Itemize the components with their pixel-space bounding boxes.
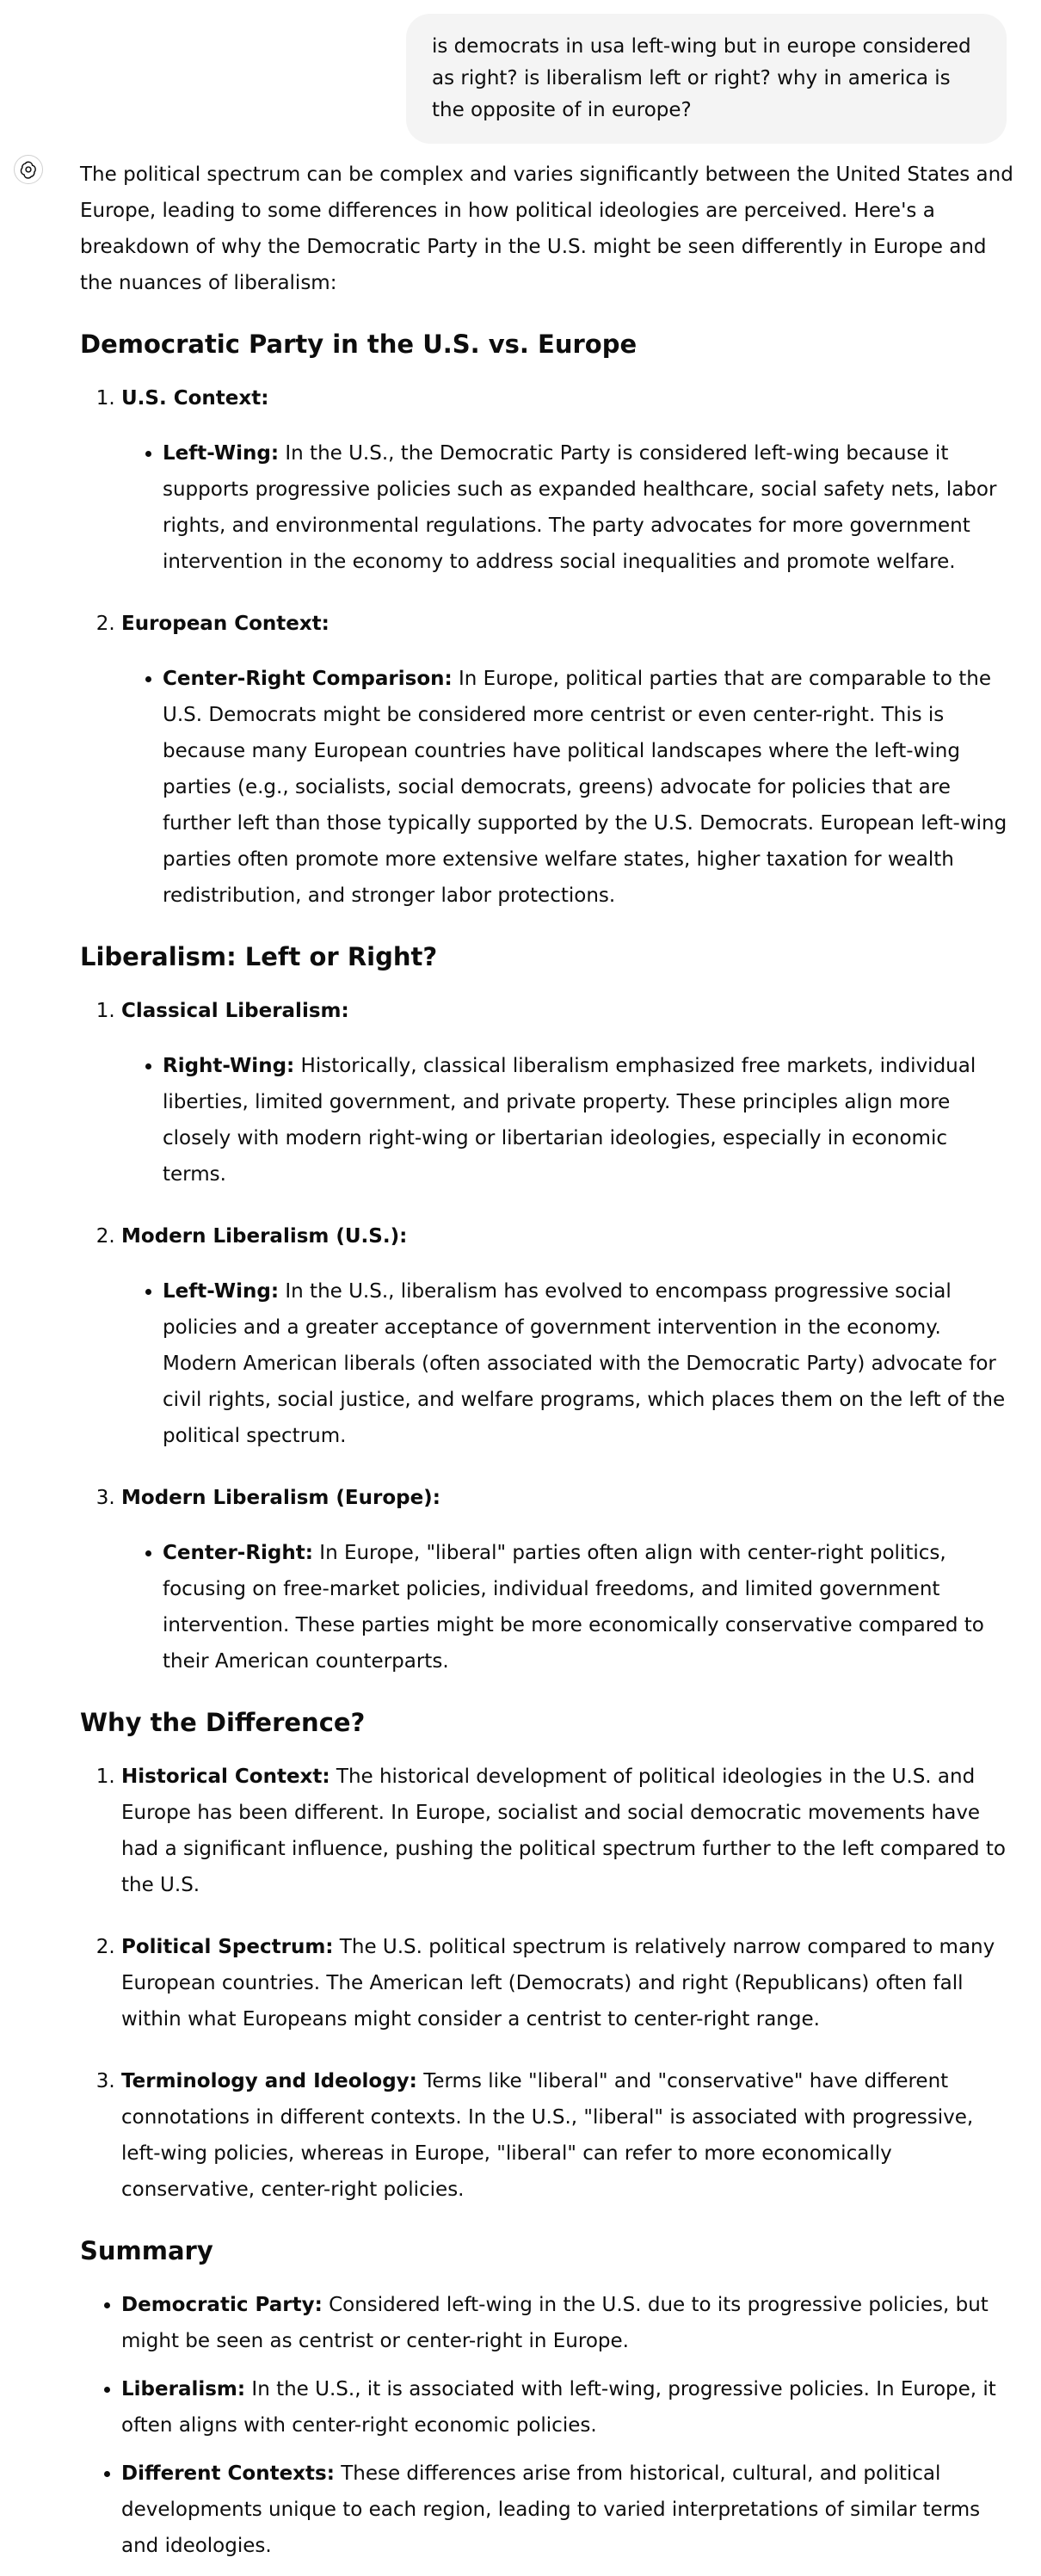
summary-list [80, 2287, 1013, 2564]
sub-list-item [163, 661, 1013, 914]
list-item [121, 1480, 1013, 1679]
item-label: Different Contexts: [121, 2462, 335, 2485]
democratic-party-list [80, 380, 1013, 914]
sub-item-text: In the U.S., liberalism has evolved to encompass progressive social policies and a greater acceptance of government intervention in the economy. Modern American liberals (often associated with the Democratic Party) advocate for civil rights, social justice, and welfare programs, which places them on the left of the political spectrum. [163, 1280, 1006, 1447]
liberalism-list [80, 993, 1013, 1679]
item-title: U.S. Context: [121, 387, 269, 410]
item-label: Political Spectrum: [121, 1936, 334, 1958]
sub-list [121, 435, 1013, 580]
list-item [121, 380, 1013, 580]
assistant-message [80, 157, 1013, 2576]
sub-list [121, 1273, 1013, 1454]
sub-item-text: In Europe, "liberal" parties often align with center-right politics, focusing on free-market policies, individual freedoms, and limited government intervention. These parties might be more economically conservative compared to their American counterparts. [163, 1542, 984, 1673]
intro-paragraph: The political spectrum can be complex and varies significantly between the United States and Europe, leading to some differences in how political ideologies are perceived. Here's a breakdown of why the Democratic Party in the U.S. might be seen differently in Europe and the nuances of liberalism: [80, 163, 1013, 294]
sub-list-item [163, 1273, 1013, 1454]
list-item [121, 1929, 1013, 2037]
user-message-bubble: is democrats in usa left-wing but in europe considered as right? is liberalism left or right? why in america is the opposite of in europe? [406, 14, 1007, 144]
item-label: Liberalism: [121, 2378, 246, 2400]
list-item [121, 2371, 1013, 2444]
item-label: Historical Context: [121, 1766, 330, 1788]
sub-list [121, 661, 1013, 914]
sub-list-item [163, 435, 1013, 580]
list-item [121, 2287, 1013, 2359]
section-heading-democratic-party: Democratic Party in the U.S. vs. Europe [80, 330, 638, 359]
item-text: The historical development of political ideologies in the U.S. and Europe has been different. In Europe, socialist and social democratic movements have had a significant influence, pushing the political spectrum further to the left compared to the U.S. [121, 1766, 1006, 1896]
sub-list-item [163, 1535, 1013, 1679]
sub-list [121, 1535, 1013, 1679]
item-text: These differences arise from historical, cultural, and political developments unique to each region, leading to varied interpretations of similar terms and ideologies. [121, 2462, 981, 2557]
section-heading-why-difference: Why the Difference? [80, 1708, 366, 1737]
list-item [121, 2456, 1013, 2564]
section-heading-summary: Summary [80, 2236, 213, 2265]
item-text: Considered left-wing in the U.S. due to its progressive policies, but might be seen as centrist or center-right in Europe. [121, 2294, 989, 2352]
list-item [121, 1759, 1013, 1903]
item-title: Modern Liberalism (U.S.): [121, 1225, 408, 1248]
sub-item-text: Historically, classical liberalism emphasized free markets, individual liberties, limited government, and private property. These principles align more closely with modern right-wing or libertarian ideologies, especially in economic terms. [163, 1055, 976, 1186]
item-label: Democratic Party: [121, 2294, 323, 2316]
item-title: Classical Liberalism: [121, 1000, 349, 1022]
sub-item-label: Right-Wing: [163, 1055, 295, 1077]
list-item [121, 1218, 1013, 1454]
item-text: In the U.S., it is associated with left-wing, progressive policies. In Europe, it often aligns with center-right economic policies. [121, 2378, 996, 2437]
section-heading-liberalism: Liberalism: Left or Right? [80, 942, 438, 971]
sub-item-label: Left-Wing: [163, 442, 280, 465]
item-label: Terminology and Ideology: [121, 2070, 417, 2092]
why-difference-list [80, 1759, 1013, 2208]
item-title: European Context: [121, 613, 330, 635]
user-message-row [0, 14, 1041, 144]
list-item [121, 606, 1013, 914]
list-item [121, 2063, 1013, 2208]
item-title: Modern Liberalism (Europe): [121, 1487, 440, 1509]
openai-logo-icon [14, 155, 43, 184]
list-item [121, 993, 1013, 1192]
sub-item-label: Center-Right Comparison: [163, 668, 453, 690]
item-text: The U.S. political spectrum is relatively narrow compared to many European countries. The American left (Democrats) and right (Republicans) often fall within what Europeans might consider a centrist to center-right range. [121, 1936, 995, 2031]
openai-logo-svg [19, 160, 38, 179]
sub-item-text: In the U.S., the Democratic Party is considered left-wing because it supports progressive policies such as expanded healthcare, social safety nets, labor rights, and environmental regulations. The party advocates for more government intervention in the economy to address social inequalities and promote welfare. [163, 442, 997, 573]
sub-list-item [163, 1048, 1013, 1192]
sub-list [121, 1048, 1013, 1192]
sub-item-text: In Europe, political parties that are comparable to the U.S. Democrats might be considered more centrist or even center-right. This is because many European countries have political landscapes where the left-wing parties (e.g., socialists, social democrats, greens) advocate for policies that are further left than those typically supported by the U.S. Democrats. European left-wing parties often promote more extensive welfare states, higher taxation for wealth redistribution, and stronger labor protections. [163, 668, 1007, 907]
sub-item-label: Left-Wing: [163, 1280, 280, 1303]
item-text: Terms like "liberal" and "conservative" have different connotations in different contexts. In the U.S., "liberal" is associated with progressive, left-wing policies, whereas in Europe, "liberal" can refer to more economically conservative, center-right policies. [121, 2070, 974, 2201]
sub-item-label: Center-Right: [163, 1542, 313, 1564]
